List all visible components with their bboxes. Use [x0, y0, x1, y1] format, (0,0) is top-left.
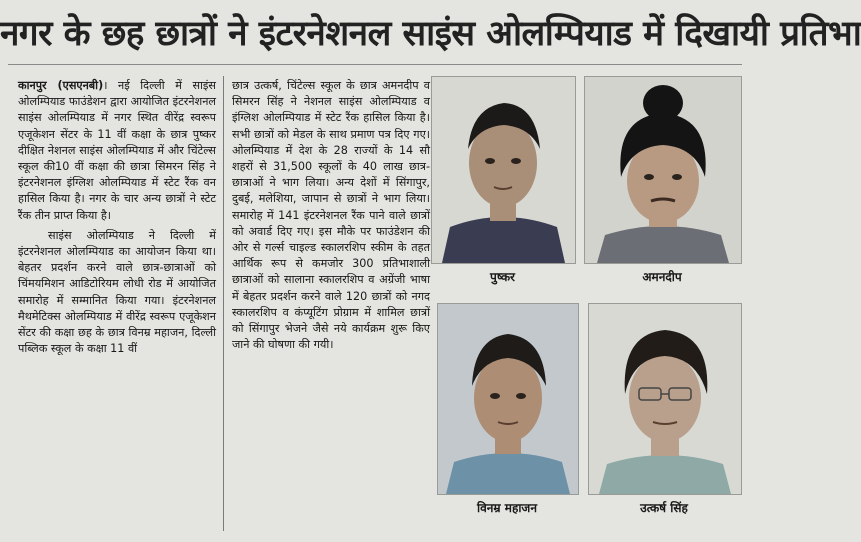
portrait [438, 304, 578, 494]
photo-amandeep [584, 76, 742, 264]
portrait [585, 77, 741, 263]
photo-caption: विनम्र महाजन [476, 501, 537, 515]
photo-vinamra [437, 303, 579, 495]
portrait [589, 304, 741, 494]
headline-rule [8, 64, 742, 65]
photo-caption: उत्कर्ष सिंह [640, 501, 688, 515]
photo-pushkar [431, 76, 576, 264]
article-paragraph-text: । नई दिल्ली में साइंस ओलम्पियाड फाउंडेशन द्वारा आयोजित इंटरनेशनल साइंस ओलम्पियाड में नगर स्थित वीरेंद्र स्वरूप एजूकेशन सेंटर के 11 वीं कक्षा के छात्र पुष्कर दीक्षित नेशनल साइंस ओलम्पियाड में और चिंटेल्स स्कूल की10 वीं कक्षा की छात्रा सिमरन सिंह ने इंटरनेशनल इंग्लिश ओलम्पियाड में स्टेट रैंक वन हासिल किया है। नगर के चार अन्य छात्रों ने स्टेट रैंक तीन प्राप्त किया है। [18, 79, 216, 222]
headline: नगर के छह छात्रों ने इंटरनेशनल साइंस ओलम्पियाड में दिखायी प्रतिभा [0, 14, 861, 54]
column-divider [223, 76, 224, 531]
photo-caption: अमनदीप [642, 270, 682, 284]
photo-utkarsh [588, 303, 742, 495]
article-paragraph [18, 78, 216, 224]
portrait [432, 77, 575, 263]
byline: कानपुर (एसएनबी) [18, 79, 104, 92]
photo-caption: पुष्कर [490, 270, 515, 284]
article-paragraph: छात्र उत्कर्ष, चिंटेल्स स्कूल के छात्र अमनदीप व सिमरन सिंह ने नेशनल साइंस ओलम्पियाड व इंग्लिश ओलम्पियाड में स्टेट रैंक हासिल किया है। सभी छात्रों को मेडल के साथ प्रमाण पत्र दिए गए। ओलम्पियाड में देश के 28 राज्यों के 14 सौ शहरों से 31,500 स्कूलों के 40 लाख छात्र-छात्राओं ने भाग लिया। अन्य देशों में सिंगापुर, दुबई, मलेशिया, जापान से छात्रों ने भाग लिया। समारोह में 141 इंटरनेशनल रैंक पाने वाले छात्रों को अवार्ड दिए गए। इस मौके पर फाउंडेशन की ओर से गर्ल्स चाइल्ड स्कालरशिप स्कीम के तहत आर्थिक रूप से कमजोर 300 प्रतिभाशाली छात्राओं को सालाना स्कालरशिप व अग्रेंजी भाषा में बेहतर प्रदर्शन करने वाले 120 छात्रों को नगद स्कालरशिप व कंप्यूटिंग प्रोग्राम में शामिल छात्रों को सिंगापुर भेजने जैसे नये कार्यक्रम शुरू किए जाने की घोषणा की गयी। [232, 79, 430, 352]
article-paragraph: साइंस ओलम्पियाड ने दिल्ली में इंटरनेशनल ओलम्पियाड का आयोजन किया था। बेहतर प्रदर्शन करने वाले छात्र-छात्राओं को चिंमयमिशन आडिटोरियम लोधी रोड में आयोजित समारोह में सम्मानित किया गया। इंटरनेशनल मैथमेटिक्स ओलम्पियाड में वीरेंद्र स्वरूप एजूकेशन सेंटर की कक्षा छह के छात्र विनम्र महाजन, दिल्ली पब्लिक स्कूल के कक्षा 11 वीं [18, 228, 216, 356]
article-column-1 [18, 78, 216, 357]
article-column-2 [232, 78, 430, 353]
